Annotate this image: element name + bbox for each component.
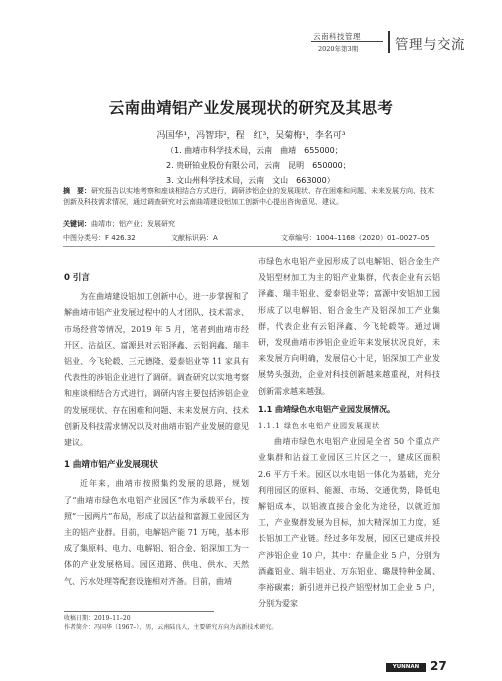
keywords	[63, 219, 175, 229]
footnote	[64, 614, 277, 632]
left-column	[64, 270, 249, 590]
abstract-label: 摘 要：	[63, 187, 91, 195]
document-code: 文献标识码：A	[171, 234, 218, 242]
journal-name: 云南科技管理	[313, 32, 361, 41]
header-divider	[388, 31, 390, 53]
subsection-heading-1-1-1: 1.1.1 绿色水电铝产业园发展现状	[258, 422, 381, 431]
author-list: 冯国华¹，冯智玮²，程 红³，吴菊梅¹，李名可³	[156, 131, 346, 141]
abstract-text: 研究报告以实地考察和座谈相结合方式进行，调研涉铝企业的发展现状、存在困难和问题、未来发展方向、技术创新及科技需求情况，通过调查研究对云南曲靖建设铝加工创新中心提出咨询意见、建议。	[63, 187, 434, 206]
right-column	[258, 254, 440, 612]
section-title: 管理与交流	[395, 37, 465, 53]
author-bio: 作者简介：冯国华（1967–），男，云南陆良人，主要研究方向为高新技术研究。	[64, 624, 278, 631]
clc-number: 中图分类号：F 426.32	[63, 234, 136, 242]
issue-label: 2020年第3期	[318, 45, 359, 53]
subsection-paragraph: 曲靖市绿色水电铝产业园是全省 50 个重点产业集群和沾益工业园区三片区之一，建成区面积 2.6 平方千米。园区以水电铝一体化为基础，充分利用园区的原料、能源、市场、交通优势，降低电解铝成本，以铝液直接合金化为途径，以就近加工，产业聚群发展为目标，加大精深加工力度，延长铝加工产业链。经过多年发展，园区已建成并投产涉铝企业 10 户，其中：存量企业 5 户，分别为酒鑫铝业、瑞丰铝业、万东铝业、璐晟特种金属、李裕碳素；新引进并已投产铝型材加工企业 5 户，分别为爱家	[258, 437, 440, 609]
affiliation-2: 2. 贵研铂业股份有限公司，云南 昆明 650000；	[166, 161, 351, 170]
section-heading-1: 1 曲靖市铝产业发展现状	[64, 460, 158, 471]
affiliation-3: 3. 文山州科学技术局，云南 文山 663000）	[166, 176, 335, 185]
received-date: 收稿日期：2019–11–20	[64, 615, 131, 622]
affiliation-1: （1. 曲靖市科学技术局，云南 曲靖 655000；	[166, 146, 343, 155]
subsection-heading-1-1: 1.1 曲靖绿色水电铝产业园发展情况。	[258, 404, 395, 414]
keywords-label: 关键词：	[63, 220, 91, 228]
section-heading-intro: 0 引言	[64, 273, 90, 283]
keywords-text: 曲靖市；铝产业；发展研究	[91, 220, 175, 228]
article-title: 云南曲靖铝产业发展现状的研究及其思考	[108, 99, 394, 117]
journal-abbreviation: YUNNAN KEJI GUANLI	[387, 664, 425, 679]
abstract	[63, 186, 435, 208]
continued-paragraph: 市绿色水电铝产业园形成了以电解铝、铝合金生产及铝型材加工为主的铝产业集群，代表企业有云铝泽鑫、瑞丰铝业、爱泰铝业等；富源中安铝加工园形成了以电解铝、铝合金生产及铝深加工产业集群，代表企业有云铝泽鑫、今飞轮毂等。通过调研，发现曲靖市涉铝企业近年来发展状况良好，未来发展方向明确，发展信心十足，铝深加工产业发展势头强劲，企业对科技创新越来越重视，对科技创新需求越来越强。	[258, 257, 440, 396]
page-number: 27	[430, 659, 447, 673]
classification-line	[63, 233, 435, 243]
header-separator	[63, 246, 435, 247]
header-rule	[311, 41, 383, 42]
intro-paragraph: 为在曲靖建设铝加工创新中心，进一步掌握和了解曲靖市铝产业发展过程中的人才团队、技术需求、市场经营等情况，2019 年 5 月，笔者到曲靖市经开区、沾益区、富源县对云铝泽鑫、云铝润鑫、瑞丰铝业、今飞轮毂、三元德隆、爱泰铝业等 11 家具有代表性的涉铝企业进行了调研。调查研究以实地考察和座谈相结合方式进行，调研内容主要包括涉铝企业的发展现状、存在困难和问题、未来发展方向、技术创新及科技需求情况以及对曲靖市铝产业发展的意见建议。	[64, 292, 249, 448]
section-1-paragraph: 近年来，曲靖市按照集约发展的思路，规划了“曲靖市绿色水电铝产业园区”作为承载平台，按照“一园两片”布局，形成了以沾益和富源工业园区为主的铝产业群。目前，电解铝产能 71 万吨，基本形成了集原料、电力、电解铝、铝合金、铝深加工为一体的产业发展格局。园区道路、供电、供水、天然气、污水处理等配套设施相对齐备。目前，曲靖	[64, 479, 249, 586]
footnote-rule	[64, 611, 214, 612]
article-number: 文章编号：1004–1168（2020）01–0027–05	[281, 234, 430, 242]
